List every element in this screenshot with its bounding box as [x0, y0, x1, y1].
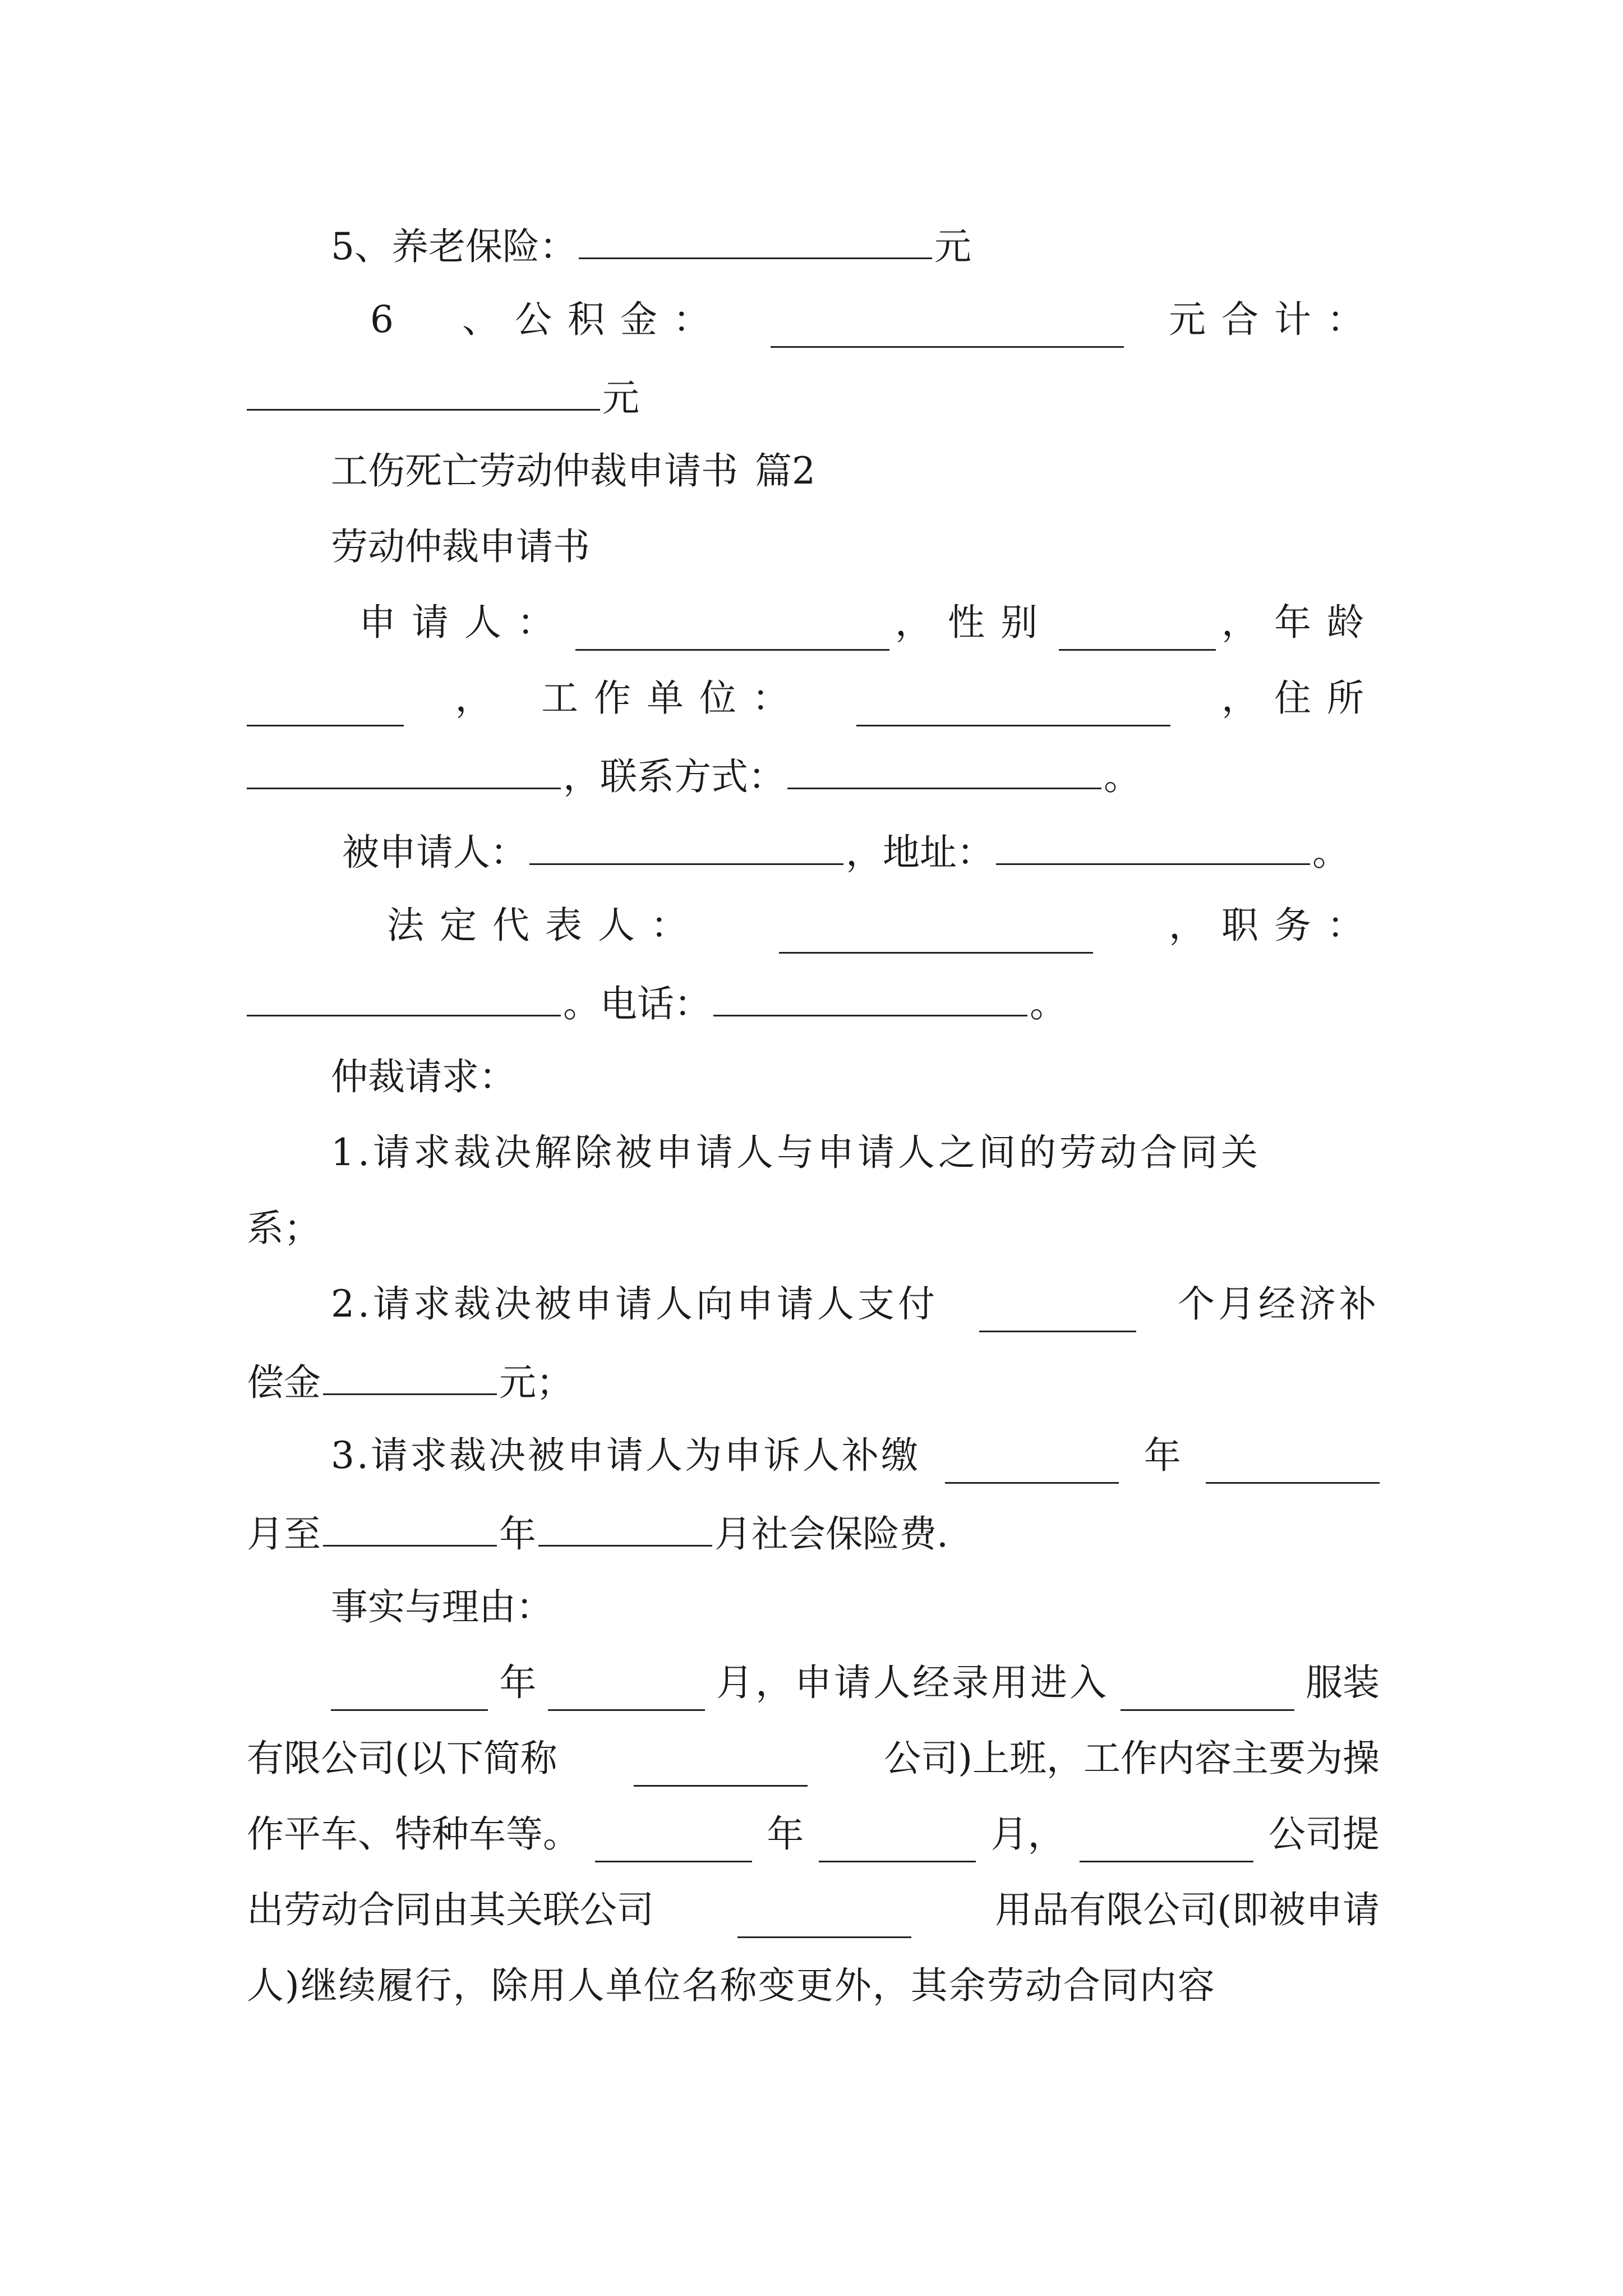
heading-title: 工伤死亡劳动仲裁申请书 [331, 449, 738, 493]
hire-month-blank[interactable] [548, 1668, 705, 1711]
phone-label: 。电话： [563, 982, 711, 1025]
contact-blank[interactable] [787, 746, 1101, 789]
claim-1 [331, 1125, 1380, 1181]
line-fund [370, 292, 1380, 348]
claim-2-cont [247, 1352, 1380, 1408]
facts-line-5 [247, 1958, 1380, 2014]
facts-text-1: 月，申请人经录用进入 [716, 1661, 1109, 1704]
line-legal-rep [387, 898, 1380, 954]
hire-year-blank[interactable] [331, 1668, 488, 1711]
residence-blank[interactable] [247, 746, 561, 789]
month-label: 月， [990, 1812, 1065, 1856]
facts-text-1b: 服装 [1305, 1661, 1380, 1704]
contact-label: ，联系方式： [563, 755, 785, 798]
phone-blank[interactable] [713, 973, 1027, 1016]
pension-blank[interactable] [579, 216, 932, 259]
facts-line-2 [247, 1731, 1380, 1787]
facts-line-1 [331, 1655, 1380, 1711]
facts-text-4b: 用品有限公司(即被申请 [995, 1888, 1380, 1931]
legal-rep-label: 法定代表人： [387, 904, 703, 947]
facts-text-3b: 公司提 [1268, 1812, 1380, 1856]
facts-line-4 [247, 1882, 1380, 1938]
end-month-blank[interactable] [538, 1503, 712, 1547]
year-label: 年 [499, 1512, 536, 1556]
claim-3-cont [247, 1503, 1380, 1559]
month-to-label: 月至 [247, 1512, 321, 1556]
address-label: ，地址： [846, 831, 994, 874]
claims-heading [331, 1049, 1380, 1105]
address-blank[interactable] [996, 822, 1310, 865]
residence-label: ，住所 [1221, 677, 1380, 720]
total-unit: 元 [602, 376, 639, 420]
claim-3 [331, 1428, 1380, 1484]
claim-1-cont [247, 1200, 1380, 1257]
position-label: ，职务： [1169, 904, 1380, 947]
short-name-blank[interactable] [634, 1743, 808, 1787]
workplace-label: 工作单位： [541, 677, 805, 720]
position-blank[interactable] [247, 973, 561, 1016]
gender-blank[interactable] [1059, 608, 1216, 651]
heading-part: 篇2 [755, 449, 815, 493]
age-blank[interactable] [247, 683, 404, 726]
legal-rep-blank[interactable] [779, 910, 1093, 954]
facts-heading [331, 1579, 1380, 1635]
year-label: 年 [499, 1661, 537, 1704]
facts-text-2: 有限公司(以下简称 [247, 1737, 557, 1780]
change-month-blank[interactable] [819, 1819, 976, 1862]
respondent-label: 被申请人： [342, 831, 527, 874]
section-heading [331, 443, 1380, 499]
start-year-blank[interactable] [945, 1441, 1119, 1484]
applicant-label: 申请人： [359, 601, 570, 644]
compensation-blank[interactable] [323, 1352, 497, 1395]
claim-2-text-b: 个月经济补 [1177, 1282, 1380, 1326]
facts-text-3: 作平车、特种车等。 [247, 1812, 580, 1856]
start-month-blank[interactable] [1206, 1441, 1380, 1484]
pension-label: 5、养老保险： [331, 225, 577, 268]
change-year-blank[interactable] [595, 1819, 752, 1862]
line-pension [331, 216, 1380, 272]
claim-2 [331, 1276, 1380, 1332]
facts-line-3 [247, 1806, 1380, 1862]
age-label: ，年龄 [1221, 601, 1380, 644]
comma: ， [455, 677, 492, 720]
compensation-label: 偿金 [247, 1361, 321, 1404]
line-contact [247, 746, 1380, 802]
social-insurance-label: 月社会保险费. [714, 1512, 948, 1556]
fund-total-label: 元合计： [1169, 298, 1380, 341]
line-total [247, 367, 1380, 424]
fund-blank[interactable] [771, 305, 1124, 348]
doc-title-text: 劳动仲裁申请书 [331, 525, 590, 568]
period: 。 [1030, 982, 1067, 1025]
line-workplace [247, 670, 1380, 726]
pension-unit: 元 [934, 225, 971, 268]
period: 。 [1104, 755, 1141, 798]
company-blank[interactable] [1121, 1668, 1294, 1711]
applicant-name-blank[interactable] [575, 608, 889, 651]
facts-heading-text: 事实与理由： [331, 1585, 553, 1628]
months-blank[interactable] [979, 1289, 1136, 1332]
facts-text-2b: 公司)上班，工作内容主要为操 [884, 1737, 1380, 1780]
claims-heading-text: 仲裁请求： [331, 1055, 516, 1098]
facts-text-5: 人)继续履行，除用人单位名称变更外，其余劳动合同内容 [247, 1964, 1216, 2007]
fund-label: 6 、公积金： [370, 298, 726, 341]
affiliate-blank[interactable] [737, 1895, 911, 1938]
company-blank-2[interactable] [1080, 1819, 1253, 1862]
end-year-blank[interactable] [323, 1503, 497, 1547]
line-phone [247, 973, 1380, 1029]
claim-1-text: 1.请求裁决解除被申请人与申请人之间的劳动合同关 [331, 1131, 1261, 1174]
workplace-blank[interactable] [856, 683, 1170, 726]
claim-2-text: 2.请求裁决被申请人向申请人支付 [331, 1282, 938, 1326]
period: 。 [1312, 831, 1349, 874]
line-respondent [342, 822, 1391, 878]
gender-label: ，性别 [895, 601, 1053, 644]
compensation-unit: 元； [499, 1361, 573, 1404]
claim-1-cont-text: 系； [247, 1207, 321, 1250]
line-applicant [359, 595, 1380, 651]
respondent-blank[interactable] [529, 822, 843, 865]
total-blank[interactable] [247, 367, 600, 411]
doc-title [331, 519, 1380, 575]
year-label: 年 [1144, 1434, 1181, 1477]
claim-3-text: 3.请求裁决被申请人为申诉人补缴 [331, 1434, 920, 1477]
year-label: 年 [767, 1812, 804, 1856]
facts-text-4: 出劳动合同由其关联公司 [247, 1888, 654, 1931]
